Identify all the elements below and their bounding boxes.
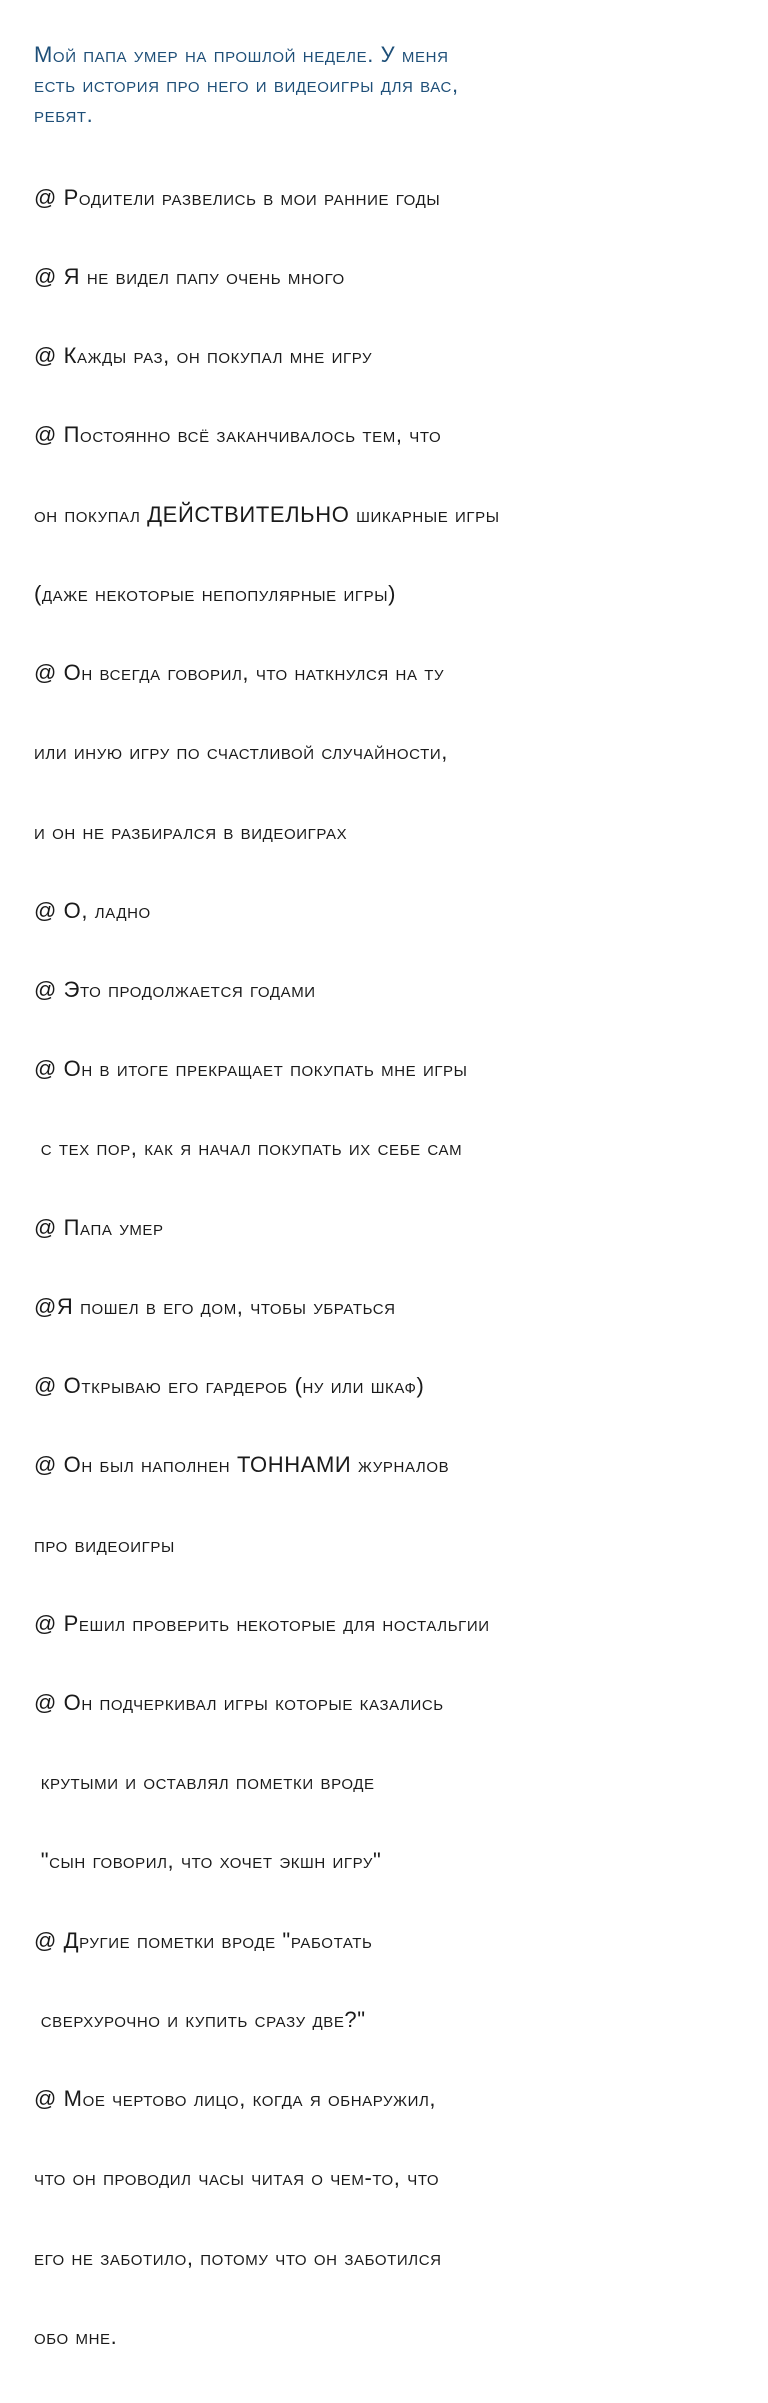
story-line: @ Папа умер [34, 1214, 164, 1240]
story-line: обо мне. [34, 2323, 118, 2349]
story-line: что он проводил часы читая о чем-то, что [34, 2165, 440, 2191]
story-line: про видеоигры [34, 1531, 175, 1557]
story-line: "сын говорил, что хочет экшн игру" [34, 1848, 382, 1874]
story-line: или иную игру по счастливой случайности, [34, 739, 448, 765]
story-line: сверхурочно и купить сразу две?" [34, 2006, 366, 2032]
story-line: (даже некоторые непопулярные игры) [34, 580, 397, 606]
story-line: @Я пошел в его дом, чтобы убраться [34, 1293, 396, 1319]
story-line: и он не разбирался в видеоиграх [34, 818, 348, 844]
story-line: @ Он всегда говорил, что наткнулся на ту [34, 660, 445, 686]
title-line: Мой папа умер на прошлой неделе. У меня [34, 42, 449, 67]
story-line: @ О, ладно [34, 897, 151, 923]
story-line: @ Другие пометки вроде "работать [34, 1927, 373, 1953]
story-line: @ Кажды раз, он покупал мне игру [34, 343, 373, 369]
title-line: есть история про него и видеоигры для вас, [34, 72, 459, 97]
story-line: @ Это продолжается годами [34, 977, 316, 1002]
story-line: @ Открываю его гардероб (ну или шкаф) [34, 1373, 425, 1399]
story-line: @ Родители развелись в мои ранние годы [34, 184, 441, 210]
story-line: @ Он был наполнен ТОННАМИ журналов [34, 1452, 450, 1478]
title-line: ребят. [34, 102, 94, 127]
story-line: крутыми и оставлял пометки вроде [34, 1769, 375, 1795]
story-line: @ Я не видел папу очень много [34, 264, 345, 290]
story-line: @ Он подчеркивал игры которые казались [34, 1689, 444, 1715]
story-title [34, 40, 760, 130]
story-line: @ Мое чертово лицо, когда я обнаружил, [34, 2086, 437, 2112]
story-lines [34, 132, 760, 2403]
story-line: @ Решил проверить некоторые для ностальгии [34, 1610, 490, 1636]
story-line: он покупал ДЕЙСТВИТЕЛЬНО шикарные игры [34, 501, 500, 527]
story-line: @ Он в итоге прекращает покупать мне игры [34, 1056, 468, 1082]
story-line: @ Постоянно всё заканчивалось тем, что [34, 422, 442, 448]
story-line: его не заботило, потому что он заботился [34, 2244, 442, 2270]
story-line: с тех пор, как я начал покупать их себе сам [34, 1135, 463, 1161]
